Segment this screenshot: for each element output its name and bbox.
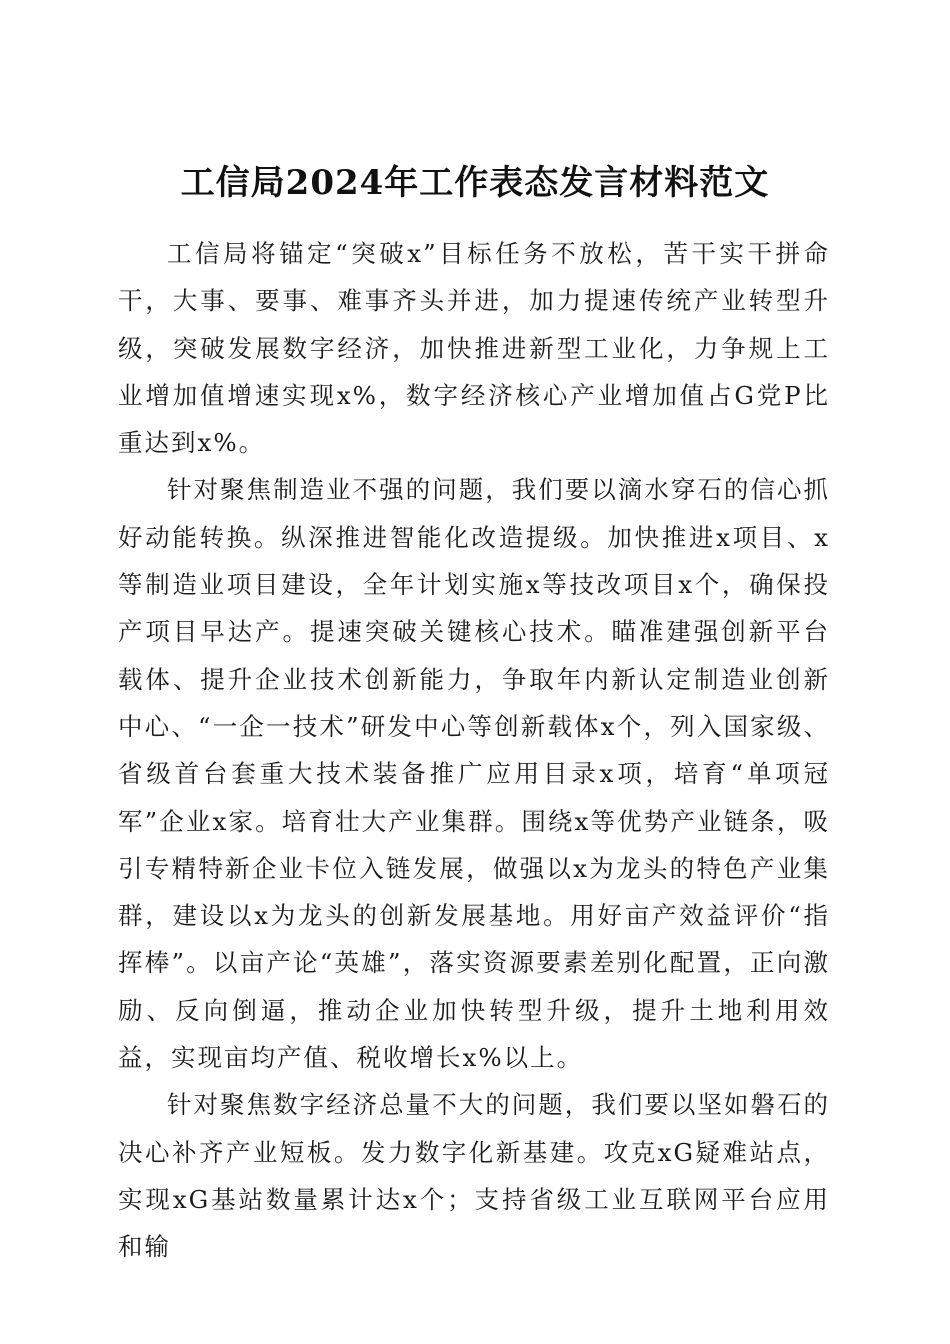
paragraph: 针对聚焦数字经济总量不大的问题，我们要以坚如磐石的决心补齐产业短板。发力数字化新基建。攻克xG疑难站点，实现xG基站数量累计达x个；支持省级工业互联网平台应用和输 — [118, 1090, 830, 1262]
paragraph: 工信局将锚定“突破x”目标任务不放松，苦干实干拼命干，大事、要事、难事齐头并进，加力提速传统产业转型升级，突破发展数字经济，加快推进新型工业化，力争规上工业增加值增速实现x%，数字经济核心产业增加值占G党P比重达到x%。 — [118, 239, 830, 458]
paragraph: 针对聚焦制造业不强的问题，我们要以滴水穿石的信心抓好动能转换。纵深推进智能化改造提级。加快推进x项目、x等制造业项目建设，全年计划实施x等技改项目x个，确保投产项目早达产。提速突破关键核心技术。瞄准建强创新平台载体、提升企业技术创新能力，争取年内新认定制造业创新中心、“一企一技术”研发中心等创新载体x个，列入国家级、省级首台套重大技术装备推广应用目录x项，培育“单项冠军”企业x家。培育壮大产业集群。围绕x等优势产业链条，吸引专精特新企业卡位入链发展，做强以x为龙头的特色产业集群，建设以x为龙头的创新发展基地。用好亩产效益评价“指挥棒”。以亩产论“英雄”，落实资源要素差别化配置，正向激励、反向倒逼，推动企业加快转型升级，提升土地利用效益，实现亩均产值、税收增长x%以上。 — [118, 475, 830, 1073]
document-title: 工信局2024年工作表态发言材料范文 — [180, 162, 770, 203]
document-body — [118, 230, 830, 1271]
